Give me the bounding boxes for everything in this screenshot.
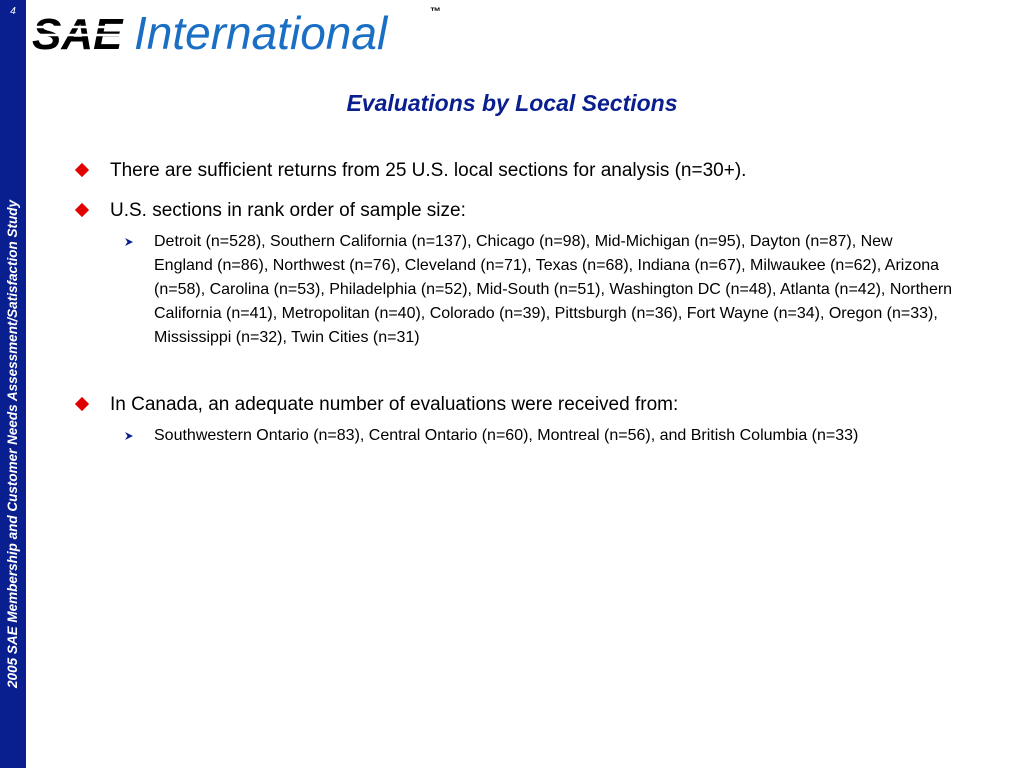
logo-trademark: ™ — [430, 6, 441, 18]
diamond-bullet-icon — [75, 163, 89, 177]
slide-title — [0, 90, 1024, 117]
diamond-bullet-icon — [75, 397, 89, 411]
slide-title-text: Evaluations by Local Sections — [346, 90, 678, 116]
arrowhead-bullet-icon — [124, 237, 134, 247]
sub-bullet-text: Southwestern Ontario (n=83), Central Ontario (n=60), Montreal (n=56), and British Columbia (n=33) — [154, 427, 859, 444]
page-number: 4 — [10, 6, 16, 17]
diamond-bullet-icon — [75, 203, 89, 217]
bullet-item — [74, 392, 954, 418]
logo-brand: SAE — [32, 10, 123, 55]
bullet-text: There are sufficient returns from 25 U.S. local sections for analysis (n=30+). — [110, 160, 747, 181]
logo-wordmark: International — [134, 7, 388, 55]
sub-bullet-item — [74, 230, 954, 350]
slide-content — [74, 158, 954, 448]
side-caption: 2005 SAE Membership and Customer Needs Assessment/Satisfaction Study — [5, 200, 20, 688]
bullet-text: In Canada, an adequate number of evaluations were received from: — [110, 394, 679, 415]
bullet-item — [74, 198, 954, 224]
bullet-item — [74, 158, 954, 184]
sub-bullet-text: Detroit (n=528), Southern California (n=137), Chicago (n=98), Mid-Michigan (n=95), Dayton (n=87), New England (n=86), Northwest (n=76), Cleveland (n=71), Texas (n=68), Indiana (n=67), Milwaukee (n=62), Arizona (n=58), Carolina (n=53), Philadelphia (n=52), Mid-South (n=51), Washington DC (n=48), Atlanta (n=42), Northern California (n=41), Metropolitan (n=40), Colorado (n=39), Pittsburgh (n=36), Fort Wayne (n=34), Oregon (n=33), Mississippi (n=32), Twin Cities (n=31) — [154, 233, 953, 346]
arrowhead-bullet-icon — [124, 431, 134, 441]
bullet-text: U.S. sections in rank order of sample size: — [110, 200, 466, 221]
sae-international-logo — [30, 3, 450, 55]
sub-bullet-item — [74, 424, 954, 448]
